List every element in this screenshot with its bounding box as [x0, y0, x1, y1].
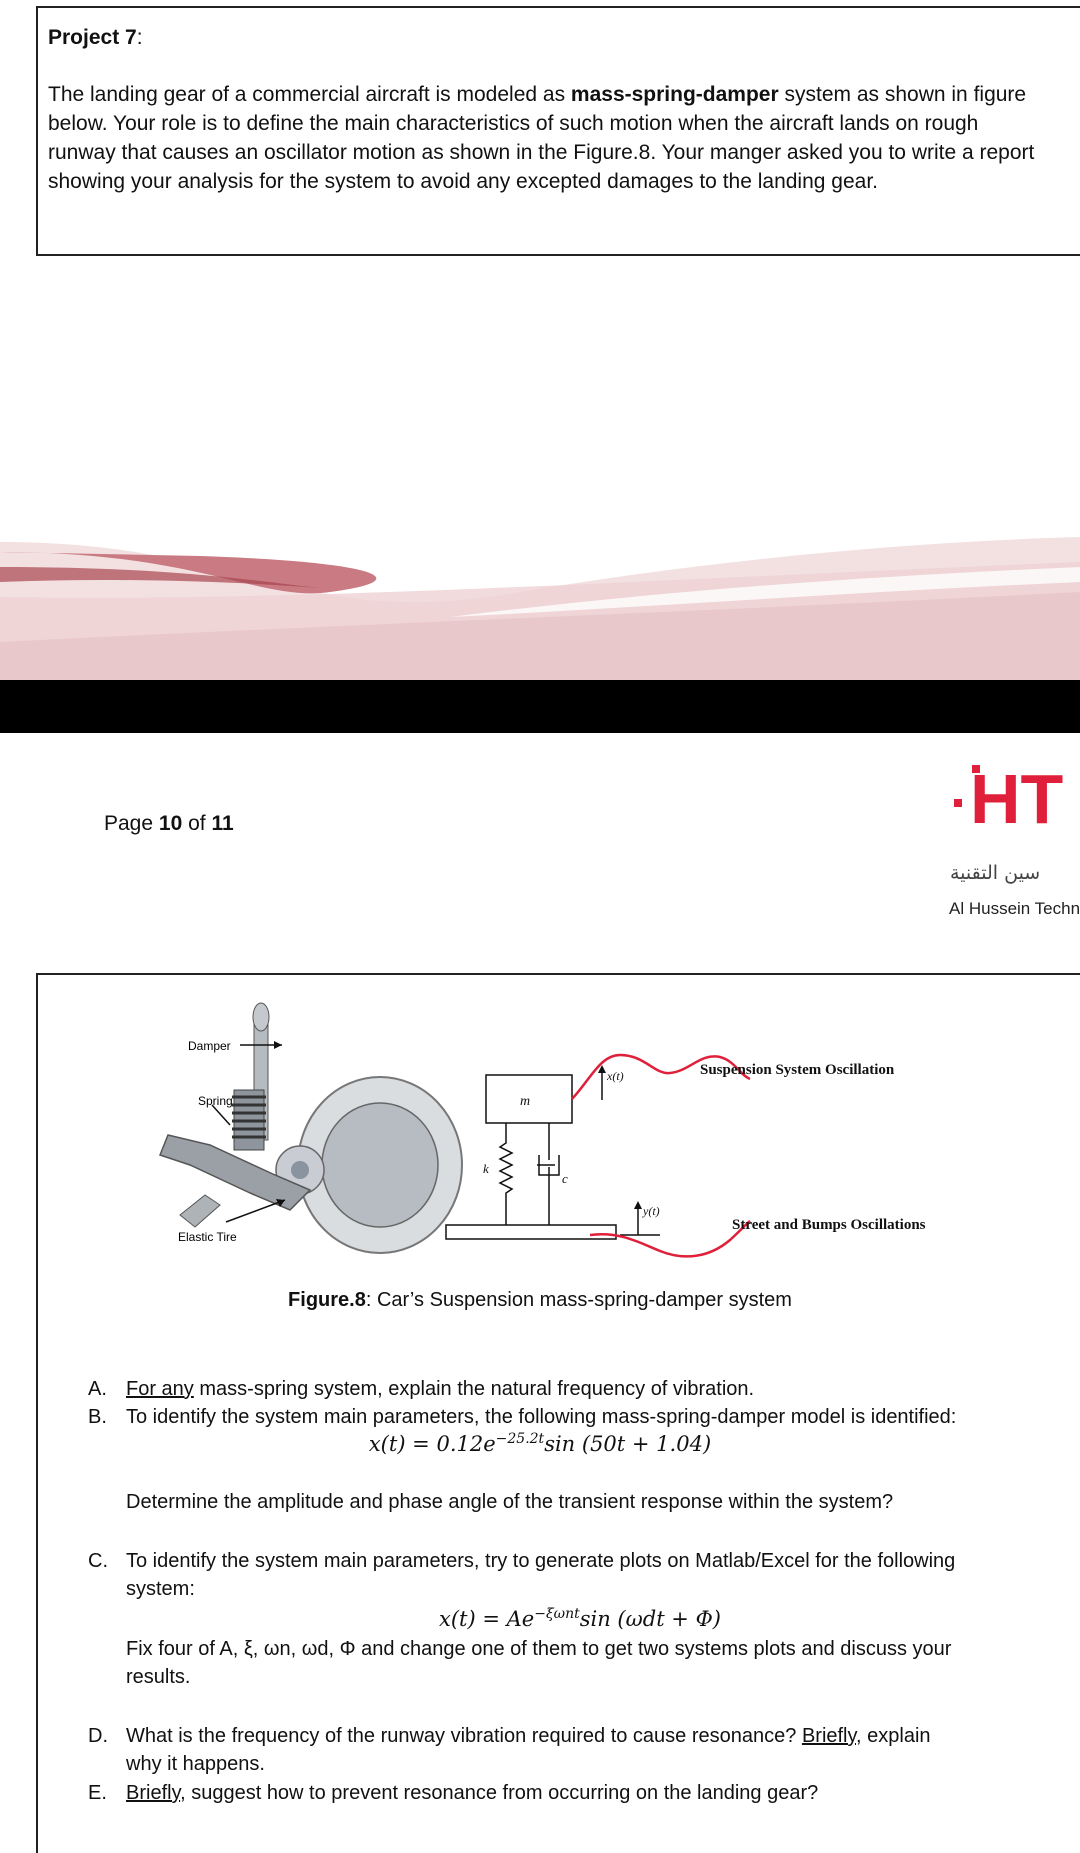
- question-c-line2: system:: [126, 1578, 195, 1600]
- svg-text:HT: HT: [970, 760, 1064, 830]
- project-title: Project 7:: [48, 26, 143, 49]
- damper-c-label: c: [562, 1171, 568, 1186]
- x-t-label: x(t): [607, 1069, 624, 1083]
- mass-label: m: [520, 1094, 531, 1109]
- question-b-followup: Determine the amplitude and phase angle of the transient response within the system?: [126, 1491, 894, 1513]
- figure-caption: Figure.8: Car’s Suspension mass-spring-damper system: [288, 1289, 792, 1311]
- equation-c: $x(t) = Ae^{-\xi\omega nt}\sin$ (ωdt + Φ): [439, 1606, 721, 1631]
- equation-b: $x(t) = 0.12e^{-25.2t}\sin$ (50t + 1.04): [368, 1431, 712, 1456]
- project-intro: The landing gear of a commercial aircraft is modeled as mass-spring-damper system as shown in figure below. Your role is to define the main characteristics of such motion when the aircraft lands on rough runway that causes an oscillator motion as shown in the Figure.8. Your manger asked you to write a report showing your analysis for the system to avoid any excepted damages to the landing gear.: [48, 83, 1035, 193]
- institution-logo: [950, 755, 1080, 830]
- logo-arabic-text: سين التقنية: [950, 862, 1041, 884]
- damper-label: Damper: [188, 1039, 231, 1053]
- page-break-band: [0, 680, 1080, 733]
- spring-label: Spring: [198, 1094, 233, 1108]
- page-number: Page 10 of 11: [104, 812, 234, 835]
- question-c-fix-line2: results.: [126, 1666, 191, 1688]
- street-oscillation-label: Street and Bumps Oscillations: [732, 1217, 926, 1233]
- question-d-line2: why it happens.: [126, 1753, 265, 1775]
- tire-label: Elastic Tire: [178, 1230, 237, 1244]
- y-t-label: y(t): [643, 1204, 660, 1218]
- footer-wave-graphic: [0, 522, 1080, 682]
- suspension-figure: [150, 995, 970, 1295]
- logo-english-text: Al Hussein Techn: [949, 899, 1080, 918]
- suspension-oscillation-label: Suspension System Oscillation: [700, 1062, 895, 1078]
- question-c-fix-line1: Fix four of A, ξ, ωn, ωd, Φ and change one of them to get two systems plots and discuss your: [126, 1638, 952, 1660]
- mass-spring-damper-schematic: [446, 1065, 660, 1239]
- spring-k-label: k: [483, 1161, 489, 1176]
- landing-gear-illustration: [160, 1003, 462, 1253]
